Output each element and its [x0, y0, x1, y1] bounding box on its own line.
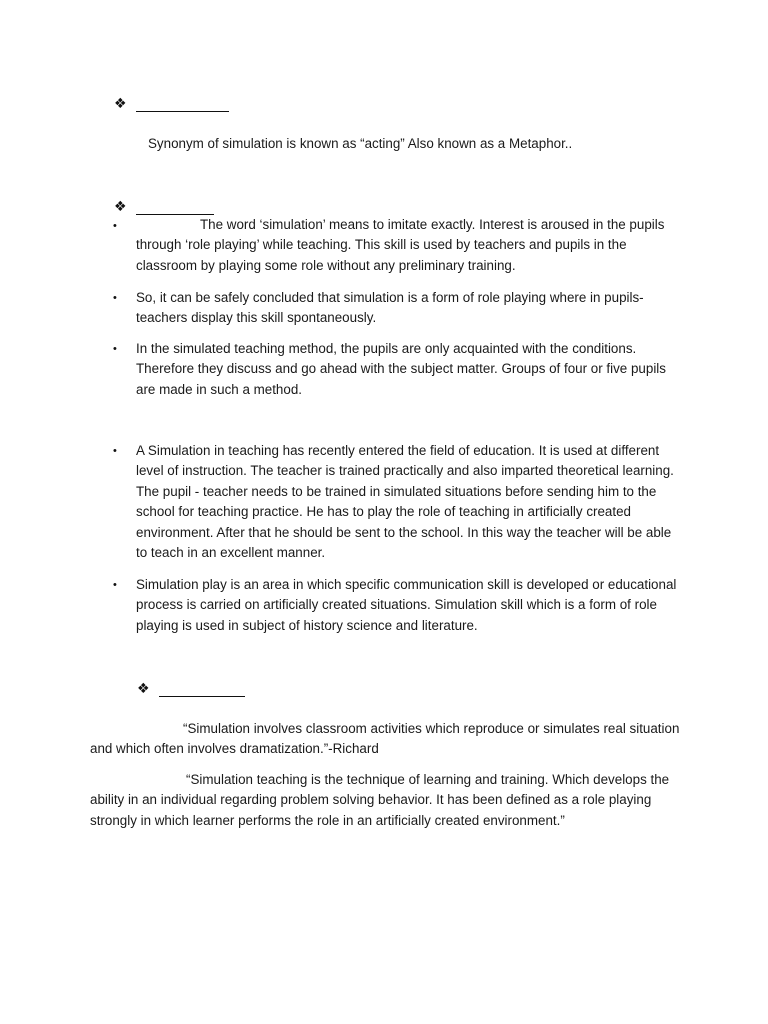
diamond-bullet-icon: ❖ [114, 198, 127, 214]
bullet-dot-icon: • [113, 343, 117, 355]
bullet-item: So, it can be safely concluded that simulation is a form of role playing where in pupils-teachers display this skill spontaneously. [136, 290, 644, 326]
bullet-dot-icon: • [113, 445, 117, 457]
synonym-paragraph: Synonym of simulation is known as “acting” Also known as a Metaphor.. [148, 136, 573, 151]
diamond-bullet-icon: ❖ [137, 680, 150, 696]
bullet-item: In the simulated teaching method, the pupils are only acquainted with the conditions. Therefore they discuss and go ahead with the subject matter. Groups of four or five pupils are made in such a method. [136, 341, 666, 397]
quote-definition: “Simulation teaching is the technique of learning and training. Which develops the ability in an individual regarding problem solving behavior. It has been defined as a role playing strongly in which learner performs the role in an artificially created environment.” [90, 772, 670, 828]
blank-heading-line [159, 696, 245, 697]
bullet-dot-icon: • [113, 579, 117, 591]
bullet-item: Simulation play is an area in which specific communication skill is developed or educational process is carried on artificially created situations. Simulation skill which is a form of role playing is used in subject of history science and literature. [136, 577, 677, 633]
bullet-item: The word ‘simulation’ means to imitate exactly. Interest is aroused in the pupils through ‘role playing’ while teaching. This skill is used by teachers and pupils in the classroom by playing some role without any preliminary training. [136, 217, 665, 273]
diamond-bullet-icon: ❖ [114, 95, 127, 111]
quote-richard: “Simulation involves classroom activities which reproduce or simulates real situation and which often involves dramatization.”-Richard [90, 721, 680, 757]
blank-heading-line [136, 111, 229, 112]
bullet-dot-icon: • [113, 220, 117, 232]
bullet-dot-icon: • [113, 292, 117, 304]
bullet-item: A Simulation in teaching has recently entered the field of education. It is used at different level of instruction. The teacher is trained practically and also imparted theoretical learning. The pupil - teacher needs to be trained in simulated situations before sending him to the school for teaching practice. He has to play the role of teaching in artificially created environment. After that he should be sent to the school. In this way the teacher will be able to teach in an excellent manner. [136, 443, 674, 561]
